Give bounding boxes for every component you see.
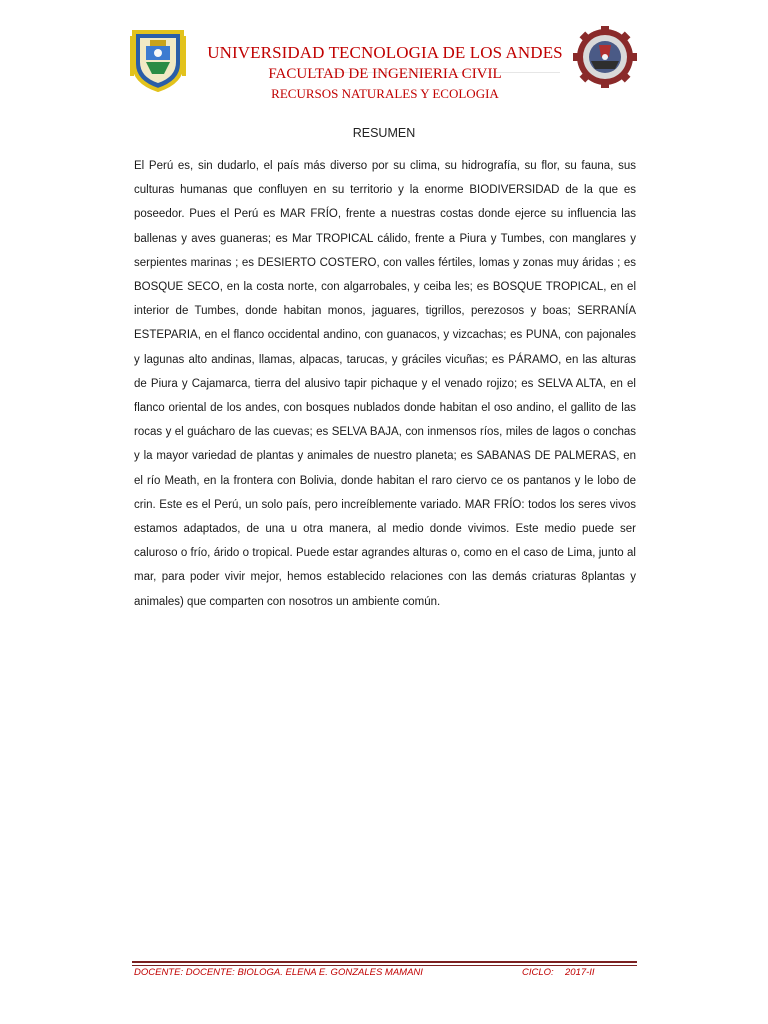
document-heading: RESUMEN <box>352 126 416 140</box>
header-titles <box>190 42 580 103</box>
footer-teacher: DOCENTE: DOCENTE: BIOLOGA. ELENA E. GONZALES MAMANI <box>134 967 423 978</box>
summary-paragraph: El Perú es, sin dudarlo, el país más diverso por su clima, su hidrografía, su flor, su fauna, sus culturas humanas que confluyen en su territorio y la enorme BIODIVERSIDAD de la que es poseedor. Pues el Perú es MAR FRÍO, frente a nuestras costas donde ejerce su influencia las ballenas y aves guaneras; es Mar TROPICAL cálido, frente a Piura y Tumbes, con manglares y serpientes marinas ; es DESIERTO COSTERO, con valles fértiles, lomas y zonas muy áridas ; es BOSQUE SECO, en la costa norte, con algarrobales, y ceiba les; es BOSQUE TROPICAL, en el interior de Tumbes, donde habitan monos, jaguares, tigrillos, perezosos y boas; SERRANÍA ESTEPARIA, en el flanco occidental andino, con guanacos, y vizcachas; es PUNA, con pajonales y lagunas alto andinas, llamas, alpacas, tarucas, y gráciles vicuñas; es PÁRAMO, en las alturas de Piura y Cajamarca, tierra del alusivo tapir pichaque y el venado rojizo; es SELVA ALTA, en el flanco oriental de los andes, con bosques nublados donde habitan el oso andino, el gallito de las rocas y el guácharo de las cuevas; es SELVA BAJA, con inmensos ríos, miles de lagos o conchas y la mayor variedad de plantas y animales de nuestro planeta; es SABANAS DE PALMERAS, en el río Meath, en la frontera con Bolivia, donde habitan el raro ciervo ce os pantanos y le lobo de crin. Este es el Perú, un solo país, pero increíblemente variado. MAR FRÍO: todos los seres vivos estamos adaptados, de una u otra manera, al medio donde vivimos. Este medio puede ser caluroso o frío, árido o tropical. Puede estar agrandes alturas o, como en el caso de Lima, junto al mar, para poder vivir mejor, hemos establecido relaciones con las demás criaturas 8plantas y animales) que comparten con nosotros un ambiente común. <box>134 160 636 608</box>
document-header <box>0 22 768 112</box>
university-name: UNIVERSIDAD TECNOLOGIA DE LOS ANDES <box>207 43 563 62</box>
faculty-name: FACULTAD DE INGENIERIA CIVIL <box>268 66 502 82</box>
document-footer <box>132 967 637 983</box>
civil-engineering-gear-emblem-icon <box>570 26 640 88</box>
course-name: RECURSOS NATURALES Y ECOLOGIA <box>271 86 499 101</box>
footer-cycle-value: 2017-II <box>565 967 595 978</box>
footer-rule <box>132 961 637 963</box>
footer-rule-thin <box>132 965 637 966</box>
university-crest-icon <box>128 28 188 92</box>
footer-cycle-label: CICLO: <box>522 967 554 978</box>
